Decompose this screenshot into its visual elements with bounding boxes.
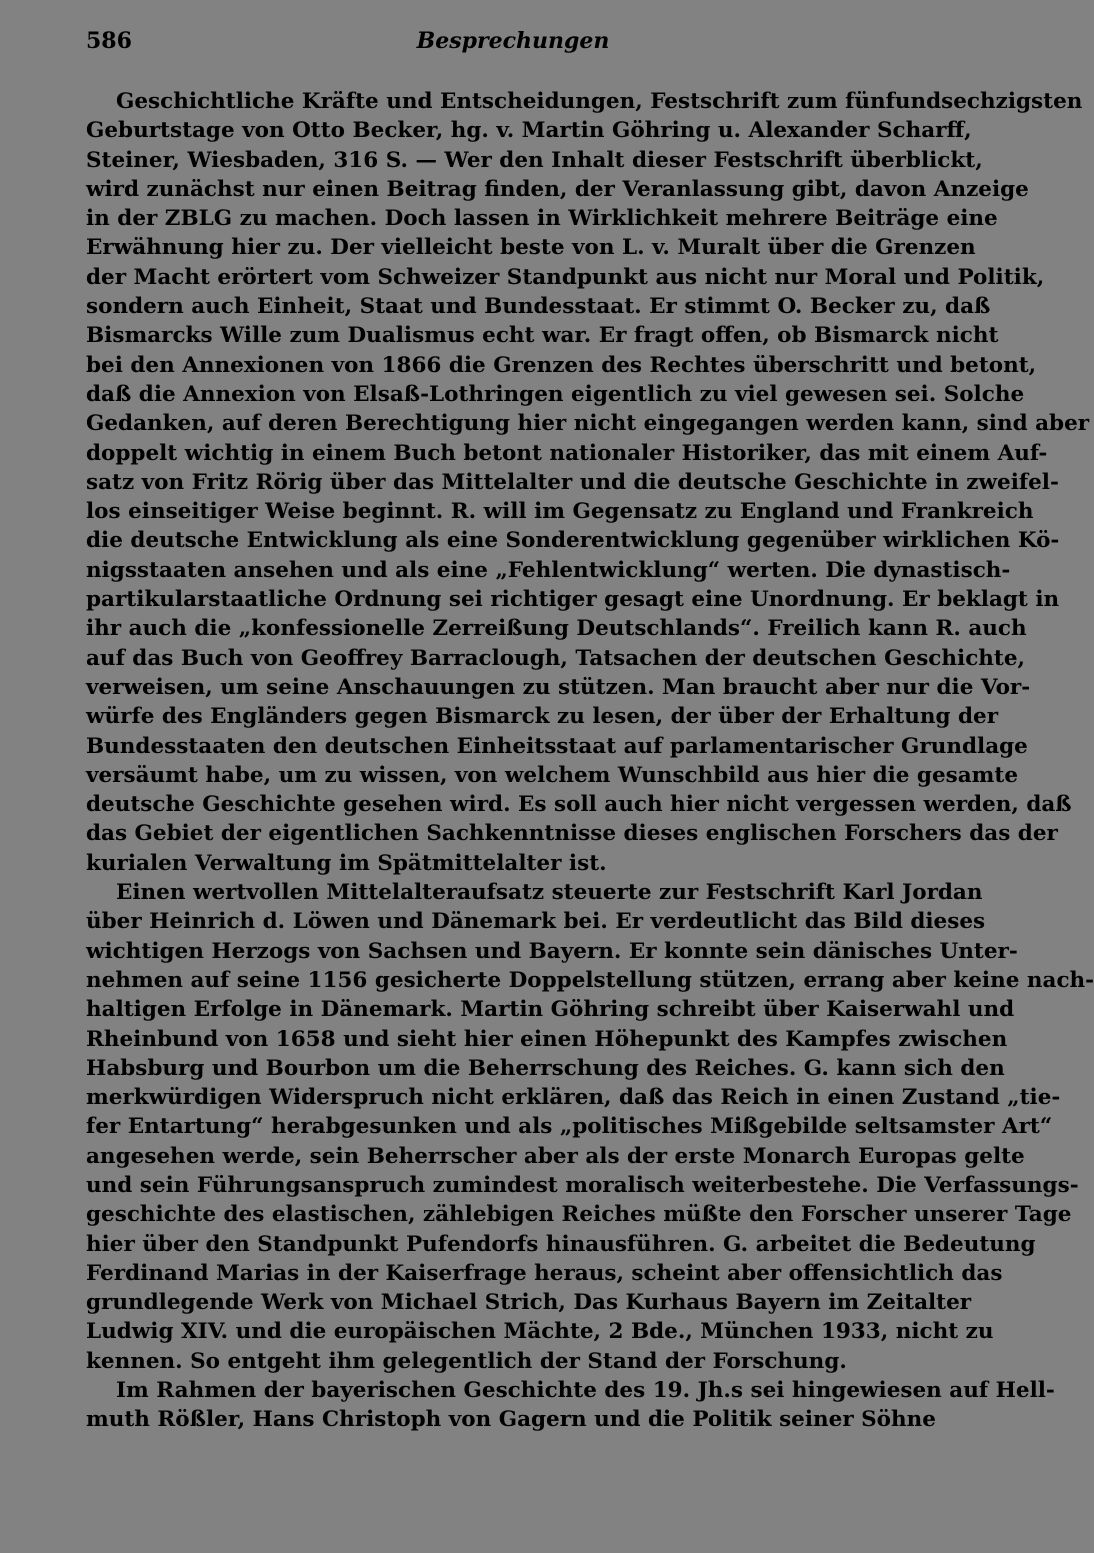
text-line: kennen. So entgeht ihm gelegentlich der Stand der Forschung. [86,1348,847,1374]
text-line: Rheinbund von 1658 und sieht hier einen Höhepunkt des Kampfes zwischen [86,1026,1008,1052]
text-line: in der ZBLG zu machen. Doch lassen in Wirklichkeit mehrere Beiträge eine [86,206,998,232]
text-line: kurialen Verwaltung im Spätmittelalter ist. [86,850,607,876]
body-text [86,87,1094,1435]
text-line: der Macht erörtert vom Schweizer Standpunkt aus nicht nur Moral und Politik, [86,264,1045,290]
text-line: Ferdinand Marias in der Kaiserfrage heraus, scheint aber offensichtlich das [86,1260,1003,1286]
text-line: Bismarcks Wille zum Dualismus echt war. Er fragt offen, ob Bismarck nicht [86,323,999,349]
running-title: Besprechungen [416,28,610,54]
text-line: partikularstaatliche Ordnung sei richtiger gesagt eine Unordnung. Er beklagt in [86,587,1060,613]
text-line: über Heinrich d. Löwen und Dänemark bei. Er verdeutlicht das Bild dieses [86,909,986,935]
text-line: daß die Annexion von Elsaß-Lothringen eigentlich zu viel gewesen sei. Solche [86,381,1025,407]
text-line: fer Entartung“ herabgesunken und als „politisches Mißgebilde seltsamster Art“ [86,1114,1053,1140]
paragraph [86,87,1090,878]
text-line: und sein Führungsanspruch zumindest moralisch weiterbestehe. Die Verfassungs- [86,1172,1079,1198]
text-line: doppelt wichtig in einem Buch betont nationaler Historiker, das mit einem Auf- [86,440,1048,466]
text-line: Bundesstaaten den deutschen Einheitsstaat auf parlamentarischer Grundlage [86,733,1028,759]
text-line: Ludwig XIV. und die europäischen Mächte, 2 Bde., München 1933, nicht zu [86,1319,994,1345]
text-line: Erwähnung hier zu. Der vielleicht beste von L. v. Muralt über die Grenzen [86,235,976,261]
page-header [86,28,940,64]
text-line: das Gebiet der eigentlichen Sachkenntnisse dieses englischen Forschers das der [86,821,1058,847]
text-line: muth Rößler, Hans Christoph von Gagern und die Politik seiner Söhne [86,1407,936,1433]
text-line: haltigen Erfolge in Dänemark. Martin Göhring schreibt über Kaiserwahl und [86,997,1015,1023]
paragraph [86,1376,1055,1435]
text-line: auf das Buch von Geoffrey Barraclough, Tatsachen der deutschen Geschichte, [86,645,1026,671]
text-line: deutsche Geschichte gesehen wird. Es soll auch hier nicht vergessen werden, daß [86,792,1072,818]
text-line: merkwürdigen Widerspruch nicht erklären, daß das Reich in einen Zustand „tie- [86,1085,1061,1111]
text-line: Einen wertvollen Mittelalteraufsatz steuerte zur Festschrift Karl Jordan [116,880,983,906]
text-line: Im Rahmen der bayerischen Geschichte des 19. Jh.s sei hingewiesen auf Hell- [116,1378,1055,1404]
text-line: Habsburg und Bourbon um die Beherrschung des Reiches. G. kann sich den [86,1055,1005,1081]
text-line: los einseitiger Weise beginnt. R. will im Gegensatz zu England und Frankreich [86,499,1034,525]
text-line: wichtigen Herzogs von Sachsen und Bayern. Er konnte sein dänisches Unter- [86,938,1018,964]
text-line: angesehen werde, sein Beherrscher aber als der erste Monarch Europas gelte [86,1143,1025,1169]
text-line: Gedanken, auf deren Berechtigung hier nicht eingegangen werden kann, sind aber [86,411,1090,437]
text-line: nigsstaaten ansehen und als eine „Fehlentwicklung“ werten. Die dynastisch- [86,557,1011,583]
text-line: Steiner, Wiesbaden, 316 S. — Wer den Inhalt dieser Festschrift überblickt, [86,147,983,173]
text-line: satz von Fritz Rörig über das Mittelalter und die deutsche Geschichte in zweifel- [86,469,1059,495]
text-line: die deutsche Entwicklung als eine Sonderentwicklung gegenüber wirklichen Kö- [86,528,1060,554]
text-line: versäumt habe, um zu wissen, von welchem Wunschbild aus hier die gesamte [86,762,1019,788]
text-line: verweisen, um seine Anschauungen zu stützen. Man braucht aber nur die Vor- [86,674,1031,700]
text-line: würfe des Engländers gegen Bismarck zu lesen, der über der Erhaltung der [86,704,999,730]
text-line: bei den Annexionen von 1866 die Grenzen des Rechtes überschritt und betont, [86,352,1037,378]
text-line: Geburtstage von Otto Becker, hg. v. Martin Göhring u. Alexander Scharff, [86,118,972,144]
text-line: nehmen auf seine 1156 gesicherte Doppelstellung stützen, errang aber keine nach- [86,967,1094,993]
text-line: ihr auch die „konfessionelle Zerreißung Deutschlands“. Freilich kann R. auch [86,616,1027,642]
text-line: Geschichtliche Kräfte und Entscheidungen, Festschrift zum fünfundsechzigsten [116,89,1083,114]
text-line: grundlegende Werk von Michael Strich, Das Kurhaus Bayern im Zeitalter [86,1290,972,1316]
page-number: 586 [86,28,132,54]
text-line: geschichte des elastischen, zählebigen Reiches müßte den Forscher unserer Tage [86,1202,1072,1228]
text-line: hier über den Standpunkt Pufendorfs hinausführen. G. arbeitet die Bedeutung [86,1231,1036,1257]
text-line: wird zunächst nur einen Beitrag finden, der Veranlassung gibt, davon Anzeige [86,176,1029,202]
text-line: sondern auch Einheit, Staat und Bundesstaat. Er stimmt O. Becker zu, daß [86,294,991,320]
paragraph [86,878,1094,1376]
